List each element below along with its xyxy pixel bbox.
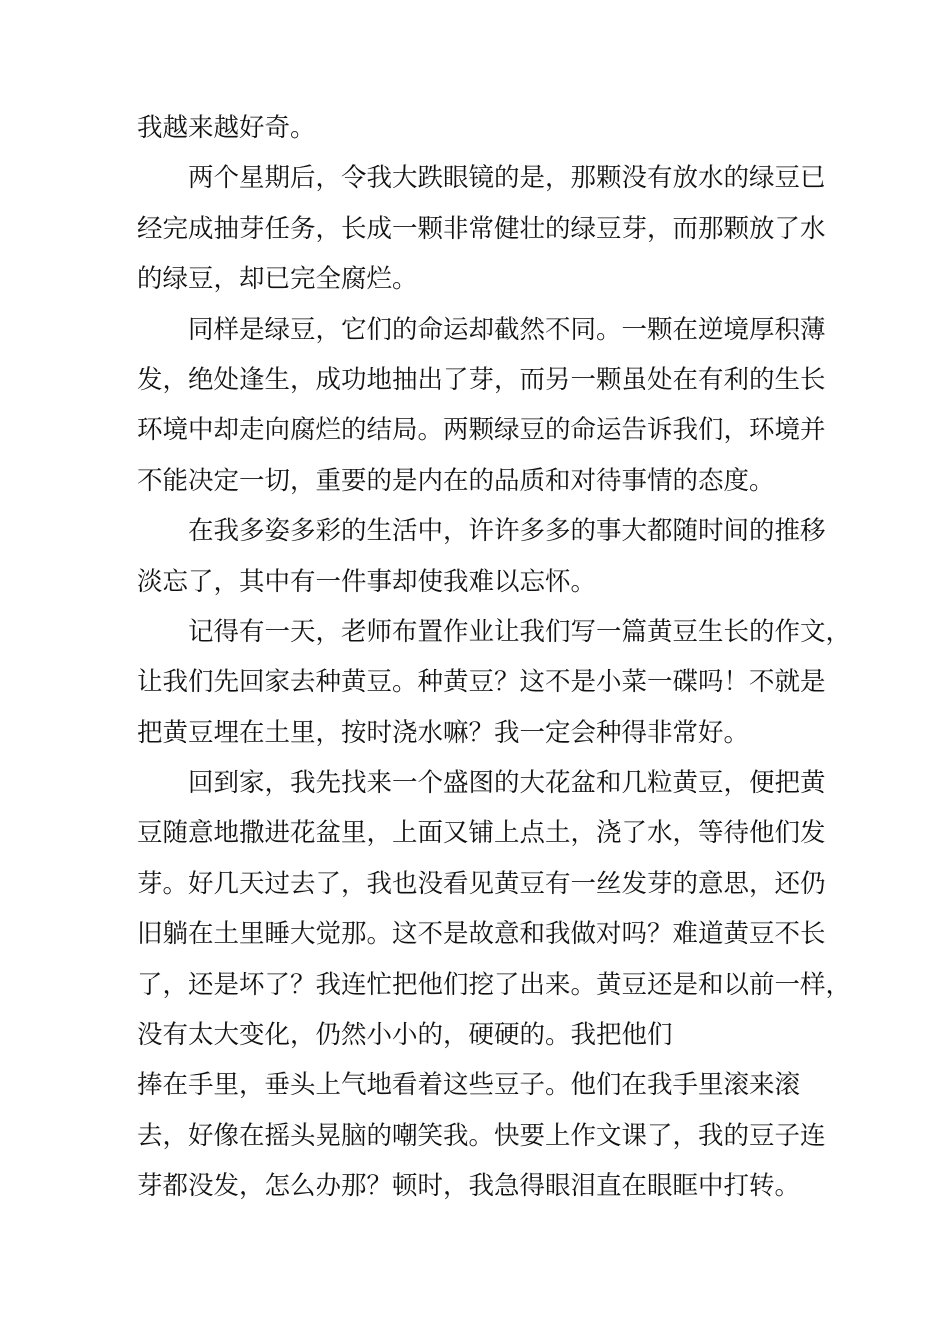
text-line: 的绿豆，却已完全腐烂。 (137, 264, 418, 295)
paragraph-first-line: 在我多姿多彩的生活中，许许多多的事大都随时间的推移 (188, 516, 826, 547)
paragraph-first-line: 同样是绿豆，它们的命运却截然不同。一颗在逆境厚积薄 (188, 314, 826, 345)
text-line: 我越来越好奇。 (137, 113, 316, 143)
paragraph-first-line: 两个星期后，令我大跌眼镜的是，那颗没有放水的绿豆已 (188, 163, 826, 194)
text-line: 经完成抽芽任务，长成一颗非常健壮的绿豆芽，而那颗放了水 (137, 213, 826, 244)
document-body (137, 103, 852, 1212)
text-line: 了，还是坏了？我连忙把他们挖了出来。黄豆还是和以前一样， (137, 969, 852, 1000)
text-line: 捧在手里，垂头上气地看着这些豆子。他们在我手里滚来滚 (137, 1070, 801, 1101)
text-line: 去，好像在摇头晃脑的嘲笑我。快要上作文课了，我的豆子连 (137, 1120, 826, 1151)
text-line: 环境中却走向腐烂的结局。两颗绿豆的命运告诉我们，环境并 (137, 415, 826, 446)
text-line: 旧躺在土里睡大觉那。这不是故意和我做对吗？难道黄豆不长 (137, 919, 826, 950)
paragraph-first-line: 回到家，我先找来一个盛图的大花盆和几粒黄豆，便把黄 (188, 768, 826, 799)
text-line: 把黄豆埋在土里，按时浇水嘛？我一定会种得非常好。 (137, 717, 750, 748)
text-line: 豆随意地撒进花盆里，上面又铺上点土，浇了水，等待他们发 (137, 818, 826, 849)
text-line: 芽。好几天过去了，我也没看见黄豆有一丝发芽的意思，还仍 (137, 868, 826, 899)
paragraph-first-line: 记得有一天，老师布置作业让我们写一篇黄豆生长的作文， (188, 616, 852, 647)
text-line: 没有太大变化，仍然小小的，硬硬的。我把他们 (137, 1020, 673, 1051)
text-line: 淡忘了，其中有一件事却使我难以忘怀。 (137, 566, 597, 597)
text-line: 发，绝处逢生，成功地抽出了芽，而另一颗虽处在有利的生长 (137, 364, 826, 395)
text-line: 不能决定一切，重要的是内在的品质和对待事情的态度。 (137, 465, 775, 496)
text-line: 芽都没发，怎么办那？顿时，我急得眼泪直在眼眶中打转。 (137, 1171, 801, 1202)
text-line: 让我们先回家去种黄豆。种黄豆？这不是小菜一碟吗！不就是 (137, 667, 826, 698)
